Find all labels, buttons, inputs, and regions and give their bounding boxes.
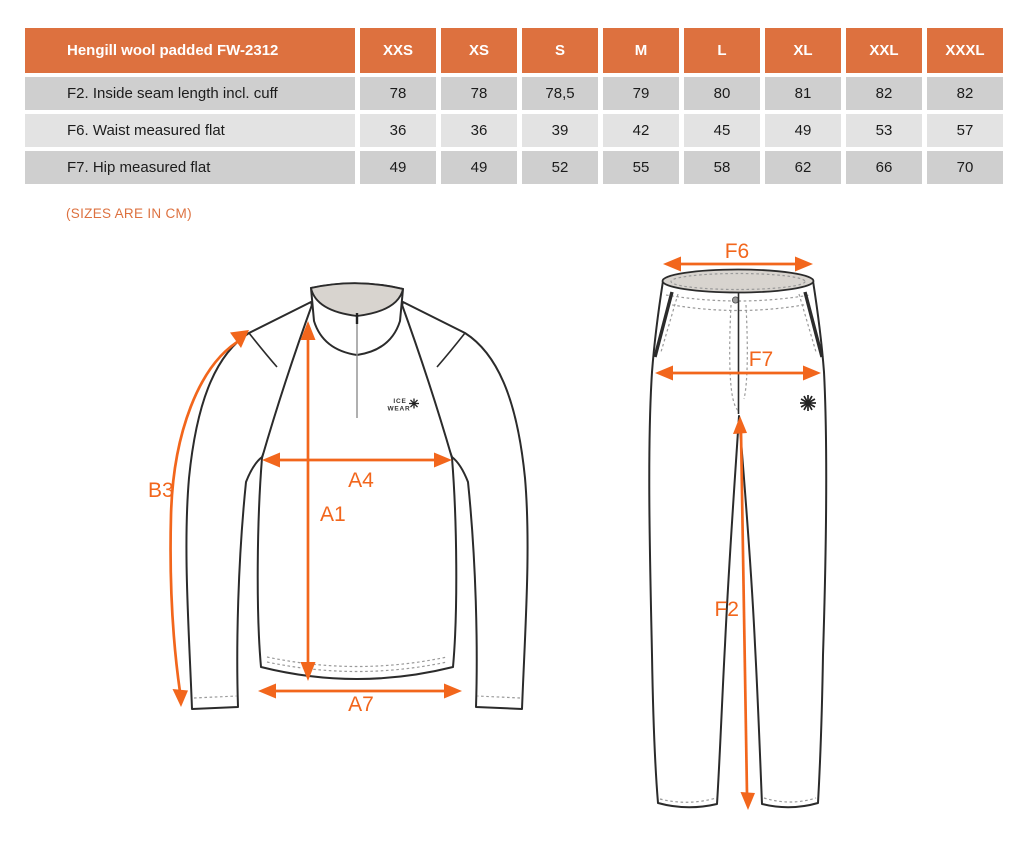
product-name-cell: Hengill wool padded FW-2312 [25,28,355,73]
size-header-cell: XS [441,28,517,73]
size-header-cell: L [684,28,760,73]
measure-arrow-a7 [258,684,462,717]
row-label-cell: F2. Inside seam length incl. cuff [25,77,355,110]
snowflake-icon [409,399,419,409]
size-value-cell: 55 [603,151,679,184]
size-value-cell: 52 [522,151,598,184]
size-table [25,28,1003,184]
size-header-cell: XXS [360,28,436,73]
measure-arrow-f6 [663,240,813,272]
size-value-cell: 81 [765,77,841,110]
measure-label-f2: F2 [714,598,739,621]
measure-label-f6: F6 [724,240,750,263]
size-value-cell: 53 [846,114,922,147]
logo-text-line1: ICE [393,398,407,405]
row-label-cell: F7. Hip measured flat [25,151,355,184]
size-value-cell: 45 [684,114,760,147]
size-header-cell: M [603,28,679,73]
sweater-diagram [120,235,590,735]
pants-diagram [615,235,970,835]
size-header-cell: XL [765,28,841,73]
size-value-cell: 49 [441,151,517,184]
logo-text-line2: WEAR [387,405,411,413]
size-value-cell: 36 [360,114,436,147]
size-header-cell: S [522,28,598,73]
size-value-cell: 70 [927,151,1003,184]
measure-label-a4: A4 [348,469,374,492]
size-value-cell: 78 [360,77,436,110]
size-value-cell: 82 [927,77,1003,110]
size-value-cell: 42 [603,114,679,147]
size-value-cell: 66 [846,151,922,184]
size-value-cell: 78 [441,77,517,110]
size-value-cell: 49 [765,114,841,147]
size-value-cell: 49 [360,151,436,184]
size-value-cell: 79 [603,77,679,110]
row-label-cell: F6. Waist measured flat [25,114,355,147]
size-value-cell: 36 [441,114,517,147]
size-value-cell: 78,5 [522,77,598,110]
waist-button [732,297,738,303]
size-header-cell: XXXL [927,28,1003,73]
measure-label-a1: A1 [320,503,346,526]
measure-label-f7: F7 [748,348,774,371]
units-note: (SIZES ARE IN CM) [66,206,192,221]
size-value-cell: 80 [684,77,760,110]
size-value-cell: 82 [846,77,922,110]
size-value-cell: 58 [684,151,760,184]
measure-label-a7: A7 [348,693,374,716]
size-header-cell: XXL [846,28,922,73]
size-value-cell: 57 [927,114,1003,147]
size-value-cell: 62 [765,151,841,184]
measure-label-b3: B3 [148,479,174,502]
size-value-cell: 39 [522,114,598,147]
